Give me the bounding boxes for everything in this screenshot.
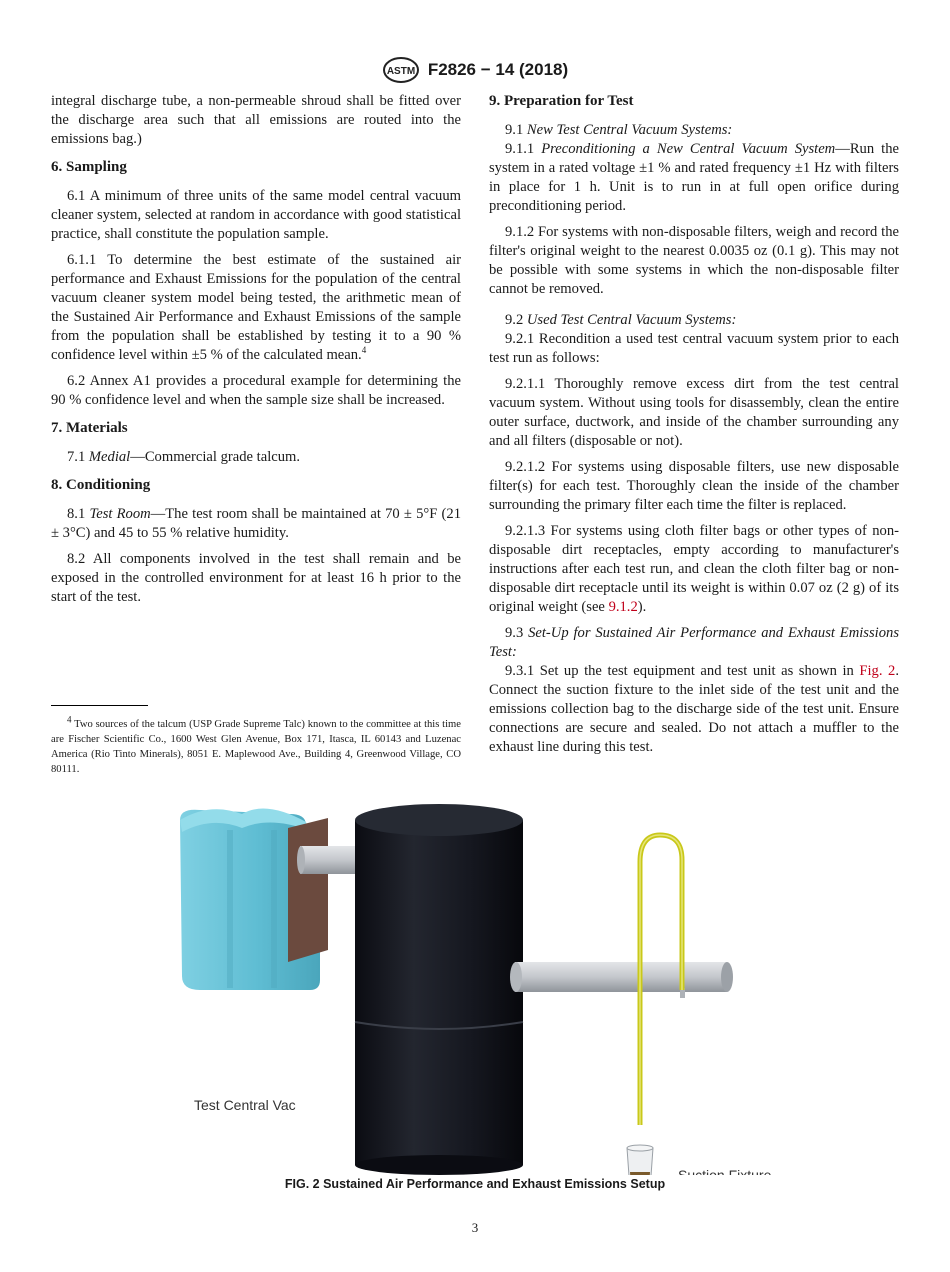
para-8-2: 8.2 All components involved in the test shall remain and be exposed in the controlled environment for at least 16 h prior to the start of the test. bbox=[51, 551, 461, 605]
section-6-heading: 6. Sampling bbox=[51, 159, 127, 175]
para-6-1-1 bbox=[51, 251, 461, 365]
footnote-text: Two sources of the talcum (USP Grade Supreme Talc) known to the committee at this time are Fischer Scientific Co., 1600 West Glen Avenue, Box 171, Itasca, IL 60143 and Luzenac America (Rio Tinto Minerals), 8051 E. Maplewood Ave., Building 4, Greenwood Village, CO 80111. bbox=[51, 719, 461, 775]
para-9-1 bbox=[489, 121, 899, 140]
para-7-1-num: 7.1 bbox=[67, 449, 89, 465]
para-9-2-1-1: 9.2.1.1 Thoroughly remove excess dirt from the test central vacuum system. Without using tools for disassembly, clean the entire outer surface, ductwork, and inside of the chamber surrounding any and all filters (disposable or not). bbox=[489, 376, 899, 449]
standard-designation: F2826 − 14 (2018) bbox=[427, 60, 569, 79]
para-9-3-term: Set-Up for Sustained Air Performance and Exhaust Emissions Test: bbox=[489, 625, 899, 660]
discharge-pipe bbox=[300, 846, 360, 874]
right-column bbox=[489, 92, 899, 764]
para-9-2-1: 9.2.1 Recondition a used test central vacuum system prior to each test run as follows: bbox=[489, 331, 899, 366]
section-8-heading: 8. Conditioning bbox=[51, 477, 151, 493]
xref-fig-2-link[interactable]: Fig. 2 bbox=[859, 663, 896, 679]
para-9-3-num: 9.3 bbox=[505, 625, 529, 641]
para-9-3 bbox=[489, 624, 899, 662]
suction-fixture bbox=[627, 1145, 653, 1175]
para-9-1-term: New Test Central Vacuum Systems: bbox=[526, 122, 733, 138]
para-8-1-term: Test Room bbox=[89, 506, 151, 522]
suction-pipe bbox=[510, 962, 733, 998]
para-6-1: 6.1 A minimum of three units of the same model central vacuum cleaner system, selected at random in accordance with good statistical practice, shall constitute the population sample. bbox=[51, 188, 461, 242]
section-7-heading: 7. Materials bbox=[51, 420, 128, 436]
para-8-1 bbox=[51, 505, 461, 543]
para-7-1 bbox=[51, 448, 461, 467]
test-central-vac-canister bbox=[355, 804, 523, 1175]
figure-2 bbox=[170, 800, 790, 1175]
para-9-1-num: 9.1 bbox=[505, 122, 527, 138]
para-9-3-1-end: . Connect the suction fixture to the inlet side of the test unit and the emissions collection bag to the discharge side of the test unit. Ensure connections are secure and sealed. Do not attach a muffler to the exhaust line during this test. bbox=[489, 663, 899, 755]
footnote-divider bbox=[51, 705, 148, 706]
para-9-1-1-term: Preconditioning a New Central Vacuum System bbox=[541, 141, 836, 157]
para-8-1-num: 8.1 bbox=[67, 506, 90, 522]
figure-2-illustration bbox=[170, 800, 790, 1175]
section-9-heading: 9. Preparation for Test bbox=[489, 93, 634, 109]
para-9-2-1-3-text: 9.2.1.3 For systems using cloth filter bags or other types of non-disposable dirt receptacles, empty according to manufacturer's instructions after each test run, and clean the cloth filter bag or non-disposable dirt receptacle until its weight is within 0.07 oz (2 g) of its original weight (see bbox=[489, 523, 899, 615]
para-9-1-1-text: —Run the system in a rated voltage ±1 % and rated frequency ±1 Hz with filters in place for 1 h. Unit is to run in at full open orifice during preconditioning period. bbox=[489, 141, 899, 214]
para-7-1-term: Medial bbox=[88, 449, 131, 465]
para-9-2-1-2: 9.2.1.2 For systems using disposable filters, use new disposable filter(s) for each test. Thoroughly clean the inside of the chamber surrounding the primary filter each time the filter is replaced. bbox=[489, 459, 899, 513]
para-9-2-term: Used Test Central Vacuum Systems: bbox=[526, 312, 737, 328]
bag-gasket bbox=[288, 818, 328, 962]
para-9-2-1-3 bbox=[489, 522, 899, 617]
para-9-3-1 bbox=[489, 662, 899, 757]
para-9-2-num: 9.2 bbox=[505, 312, 527, 328]
page-number: 3 bbox=[471, 1220, 479, 1235]
xref-9-1-2-link[interactable]: 9.1.2 bbox=[608, 599, 638, 615]
left-column bbox=[51, 92, 461, 614]
page-header bbox=[0, 56, 950, 84]
label-test-central-vac: Test Central Vac bbox=[194, 1097, 296, 1113]
para-9-2 bbox=[489, 311, 899, 330]
para-6-2: 6.2 Annex A1 provides a procedural example for determining the 90 % confidence level and when the sample size shall be increased. bbox=[51, 373, 461, 408]
para-9-1-2: 9.1.2 For systems with non-disposable filters, weigh and record the filter's original weight to the nearest 0.0035 oz (0.1 g). This may not be possible with some systems in which the non-disposable filter cannot be removed. bbox=[489, 224, 899, 297]
footnote-ref-4[interactable]: 4 bbox=[361, 345, 367, 356]
svg-text:ASTM: ASTM bbox=[386, 66, 415, 77]
footnote-4 bbox=[51, 714, 461, 777]
para-7-1-text: —Commercial grade talcum. bbox=[130, 449, 301, 465]
para-9-1-1-num: 9.1.1 bbox=[505, 141, 542, 157]
para-9-1-1 bbox=[489, 140, 899, 216]
para-6-1-1-text: 6.1.1 To determine the best estimate of the sustained air performance and Exhaust Emissions for the population of the central vacuum cleaner system model being tested, the arithmetic mean of the Sustained Air Performance and Exhaust Emissions of the sample from the population shall be established by testing it to a 90 % confidence level within ±5 % of the calculated mean. bbox=[51, 252, 461, 363]
footnote-marker: 4 bbox=[67, 714, 72, 725]
figure-caption: FIG. 2 Sustained Air Performance and Exhaust Emissions Setup bbox=[284, 1177, 666, 1191]
astm-logo-icon bbox=[382, 56, 420, 84]
para-9-2-1-3-end: ). bbox=[637, 599, 647, 615]
label-suction-fixture: Suction Fixture bbox=[678, 1167, 772, 1175]
para-9-3-1-text: 9.3.1 Set up the test equipment and test unit as shown in bbox=[505, 663, 860, 679]
intro-continuation: integral discharge tube, a non-permeable shroud shall be fitted over the discharge area such that all emissions are routed into the emissions bag.) bbox=[51, 93, 461, 147]
para-8-1-text: —The test room shall be maintained at 70 ± 5°F (21 ± 3°C) and 45 to 55 % relative humidity. bbox=[51, 506, 461, 541]
